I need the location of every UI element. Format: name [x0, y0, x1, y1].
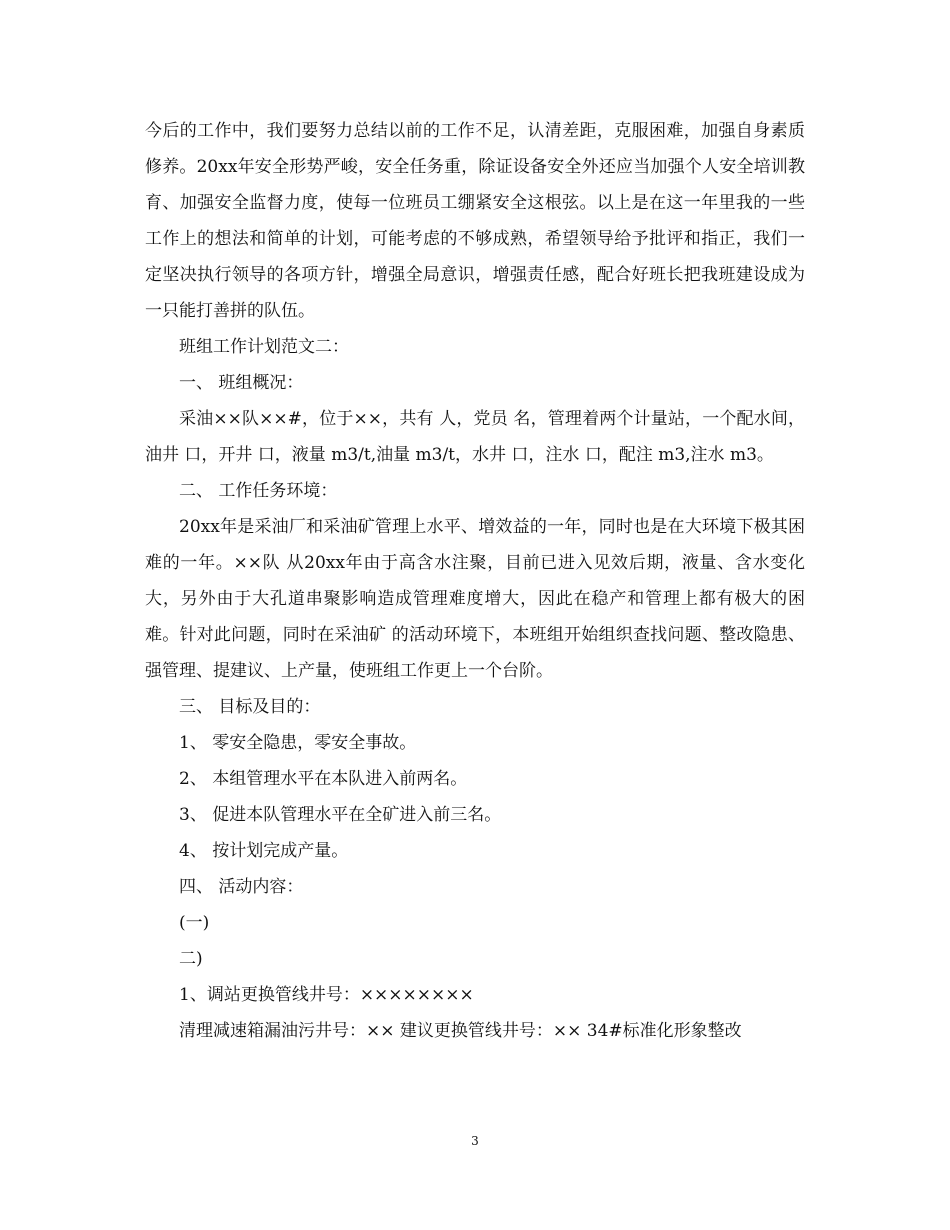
- heading-goals: 三、 目标及目的：: [179, 697, 321, 717]
- goal-item-3: 3、 促进本队管理水平在全矿进入前三名。: [179, 805, 502, 825]
- paragraph-team-overview: 采油××队××#，位于××，共有 人，党员 名，管理着两个计量站，一个配水间，油井 口，开井 口，液量 m3/t,油量 m3/t，水井 口，注水 口，配注 m3,注水 m3。: [145, 409, 805, 465]
- goal-item-2: 2、 本组管理水平在本队进入前两名。: [179, 769, 468, 789]
- heading-team-overview: 一、 班组概况：: [179, 373, 304, 393]
- activity-item-pipeline: 1、调站更换管线井号：××××××××: [179, 985, 474, 1005]
- goal-item-4: 4、 按计划完成产量。: [179, 841, 349, 861]
- activity-subheading-1: (一): [179, 913, 210, 933]
- activity-subheading-2: 二): [179, 949, 203, 969]
- heading-activities: 四、 活动内容：: [179, 877, 304, 897]
- page-number: 3: [471, 1134, 479, 1148]
- paragraph-summary: 今后的工作中，我们要努力总结以前的工作不足，认清差距，克服困难，加强自身素质修养。20xx年安全形势严峻，安全任务重，除证设备安全外还应当加强个人安全培训教育、加强安全监督力度，使每一位班员工绷紧安全这根弦。以上是在这一年里我的一些工作上的想法和简单的计划，可能考虑的不够成熟，希望领导给予批评和指正，我们一定坚决执行领导的各项方针，增强全局意识，增强责任感，配合好班长把我班建设成为一只能打善拼的队伍。: [145, 121, 805, 321]
- paragraph-work-environment: 20xx年是采油厂和采油矿管理上水平、增效益的一年，同时也是在大环境下极其困难的一年。××队 从20xx年由于高含水注聚，目前已进入见效后期，液量、含水变化大，另外由于大孔道串聚影响造成管理难度增大，因此在稳产和管理上都有极大的困难。针对此问题，同时在采油矿 的活动环境下，本班组开始组织查找问题、整改隐患、强管理、提建议、上产量，使班组工作更上一个台阶。: [145, 517, 805, 681]
- goal-item-1: 1、 零安全隐患，零安全事故。: [179, 733, 417, 753]
- activity-item-cleanup: 清理减速箱漏油污井号：×× 建议更换管线井号：×× 34#标准化形象整改: [179, 1021, 742, 1041]
- heading-work-environment: 二、 工作任务环境：: [179, 481, 338, 501]
- document-body: [145, 113, 805, 1049]
- section-title-plan-two: 班组工作计划范文二：: [179, 337, 349, 357]
